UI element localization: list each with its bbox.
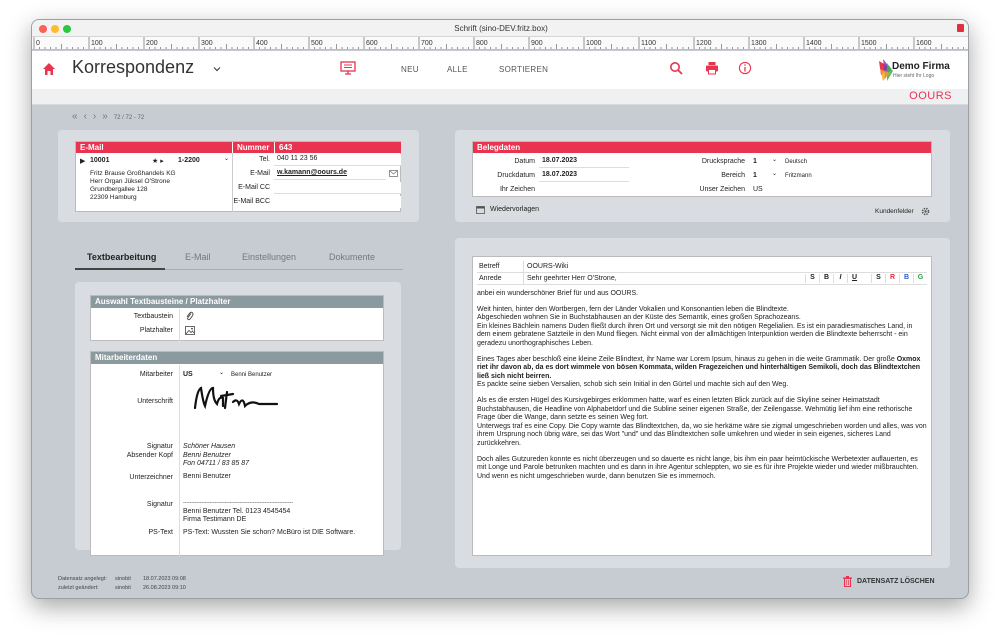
belegdaten-card — [472, 141, 932, 197]
dropdown-icon[interactable]: ⌄ — [772, 171, 778, 177]
cc-label: E-Mail CC — [238, 184, 270, 191]
signatur-label: Signatur — [146, 501, 173, 508]
ruler-label: 900 — [531, 40, 543, 47]
format-underline-button[interactable]: U — [847, 274, 861, 283]
signatur-kopf-value[interactable] — [183, 443, 249, 469]
print-icon[interactable] — [705, 61, 719, 75]
format-italic-button[interactable]: I — [833, 274, 847, 283]
account-number[interactable]: 10001 — [90, 157, 110, 164]
close-window-button[interactable] — [39, 25, 47, 33]
textbausteine-card — [90, 295, 384, 341]
unser-zeichen-value[interactable]: US — [753, 186, 763, 193]
title-bar — [32, 20, 969, 37]
divider — [179, 365, 180, 556]
ihr-zeichen-field[interactable] — [539, 184, 629, 196]
format-toolbar — [805, 274, 927, 283]
ruler[interactable] — [32, 37, 969, 50]
record-count: 72 / 72 - 72 — [113, 115, 145, 121]
home-icon[interactable] — [42, 62, 56, 76]
changed-info — [58, 585, 186, 591]
tel-label: Tel. — [259, 156, 270, 163]
signatur-line: Benni Benutzer Tel. 0123 4545454 — [183, 507, 291, 515]
ruler-label: 600 — [366, 40, 378, 47]
bereich-code[interactable]: 1 — [753, 172, 757, 179]
brand-label: OOURS — [909, 90, 952, 102]
unterzeichner-value[interactable]: Benni Benutzer — [183, 473, 231, 480]
mitarbeiterdaten-card — [90, 351, 384, 556]
ruler-label: 1100 — [641, 40, 657, 47]
email-label: E-Mail — [250, 170, 270, 177]
druckdatum-field[interactable]: 18.07.2023 — [539, 170, 629, 182]
kundenfelder-link[interactable]: Kundenfelder — [875, 208, 914, 215]
email-card — [75, 141, 401, 212]
created-info — [58, 576, 186, 582]
wiedervorlagen-link[interactable]: Wiedervorlagen — [490, 206, 540, 213]
image-placeholder-icon[interactable] — [185, 326, 195, 335]
bcc-field[interactable] — [274, 196, 401, 208]
signature-image — [187, 382, 283, 416]
ruler-label: 1600 — [916, 40, 932, 47]
address-line: Herr Organ Jüksel O'Strone — [90, 178, 170, 185]
dropdown-icon[interactable]: ⌄ — [772, 157, 778, 163]
tab-textbearbeitung[interactable]: Textbearbeitung — [87, 252, 157, 262]
letter-paragraph: Als es die ersten Hügel des Kursivgebirges erklommen hatte, warf es einen letzten Blick zurück auf die Skyline seiner Heimatstadt Buchstabhausen, die Headline von Alphabetdorf und die Subline seiner eigenen Straße, der Zeilengasse. Wehmütig lief ihm eine rethorische Frage über die Wange, dann setzte es seinen Weg fort. Unterwegs traf es eine Copy. Die Copy warnte das Blindtextchen, da, wo sie herkäme wäre sie zigmal umgeschrieben worden und alles, was von ihrem Ursprung noch übrig wäre, sei das Wort "und" und das Blindtextchen solle umkehren und wieder in sein eigenes, sicheres Land zurückkehren. — [477, 396, 927, 447]
window-title: Schrift (sino-DEV.fritz.box) — [454, 24, 548, 33]
chevron-down-icon[interactable] — [212, 64, 222, 74]
betreff-label: Betreff — [479, 263, 500, 270]
format-red-button[interactable]: R — [885, 274, 899, 283]
bcc-label: E-Mail BCC — [233, 198, 270, 205]
drucksprache-code[interactable]: 1 — [753, 158, 757, 165]
email-header: E-Mail — [76, 142, 232, 153]
anrede-row — [477, 273, 927, 285]
letter-text: Es packte seine sieben Versalien, schob sich sein Initial in den Gürtel und machte sich auf den Weg. — [477, 381, 789, 389]
app-window — [31, 19, 969, 599]
app-header — [32, 51, 969, 89]
mitarbeiterdaten-header: Mitarbeiterdaten — [91, 352, 383, 364]
ruler-label: 400 — [256, 40, 268, 47]
number-value: 643 — [274, 142, 401, 153]
signatur-value[interactable] — [183, 499, 293, 525]
prev-record-icon[interactable]: ‹ — [83, 111, 87, 122]
format-green-button[interactable]: G — [913, 274, 927, 283]
created-user: sinobit — [115, 576, 131, 582]
signatur-kopf-label: Signatur Absender Kopf — [126, 443, 173, 459]
mitarbeiter-label: Mitarbeiter — [139, 371, 173, 378]
expand-arrow-icon[interactable]: ▶ — [80, 158, 86, 165]
mitarbeiter-name: Benni Benutzer — [231, 372, 273, 378]
signatur-line: Firma Testimann DE — [183, 516, 247, 523]
textbaustein-label: Textbaustein — [133, 313, 173, 320]
active-tab-indicator — [75, 268, 165, 270]
star-icon[interactable]: ★ ▸ — [152, 158, 164, 165]
nav-alle[interactable]: ALLE — [447, 65, 468, 74]
calendar-icon[interactable] — [476, 205, 485, 214]
dropdown-icon[interactable]: ⌄ — [219, 370, 225, 376]
ruler-label: 1400 — [806, 40, 822, 47]
ruler-label: 1500 — [861, 40, 877, 47]
drucksprache-value: Deutsch — [785, 159, 808, 165]
ruler-label: 500 — [311, 40, 323, 47]
company-tagline: Hier steht Ihr Logo — [893, 73, 935, 79]
tab-einstellungen[interactable]: Einstellungen — [242, 252, 297, 262]
letter-paragraph — [477, 356, 927, 390]
format-blue-button[interactable]: B — [899, 274, 913, 283]
anrede-label: Anrede — [479, 275, 502, 282]
betreff-row — [477, 261, 927, 273]
letter-editor[interactable] — [472, 256, 932, 556]
letter-paragraph: Doch alles Gutzureden konnte es nicht überzeugen und so dauerte es nicht lange, bis ihm ein paar heimtückische Werbetexter auflauerten, es mit Longe und Parole betrunken machten und es dann in ihre Agentur schleppten, wo sie es für ihre Projekte wieder und wieder mißbrauchten. Und wenn es nicht umgeschrieben wurde, dann benutzen Sie es immernoch. — [477, 455, 919, 480]
number-header: Nummer — [232, 142, 274, 153]
ruler-label: 1300 — [751, 40, 767, 47]
email-field[interactable]: w.kamann@oours.de — [274, 168, 386, 180]
letter-text: Eines Tages aber beschloß eine kleine Zeile Blindtext, ihr Name war Lorem Ipsum, hinaus zu gehen in die weite Grammatik. Der große — [477, 355, 897, 363]
changed-label: zuletzt geändert: — [58, 585, 99, 591]
ruler-label: 200 — [146, 40, 158, 47]
ruler-label: 800 — [476, 40, 488, 47]
zoom-window-button[interactable] — [63, 25, 71, 33]
ruler-label: 700 — [421, 40, 433, 47]
dropdown-icon[interactable]: ⌄ — [224, 156, 230, 162]
datum-field[interactable]: 18.07.2023 — [539, 156, 629, 168]
address-block — [90, 170, 176, 202]
address-line: Grundbergallee 128 — [90, 186, 148, 193]
mail-icon[interactable] — [389, 170, 398, 177]
ihr-zeichen-label: Ihr Zeichen — [499, 186, 535, 193]
platzhalter-label: Platzhalter — [139, 327, 173, 334]
info-icon[interactable] — [738, 61, 752, 75]
ruler-ticks — [32, 37, 969, 50]
search-icon[interactable] — [669, 61, 683, 75]
address-line: Fritz Brause Großhandels KG — [90, 170, 176, 177]
nav-sortieren[interactable]: SORTIEREN — [499, 65, 549, 74]
letter-bold-text: Oxmox riet ihr davon ab, da es dort wimmele von bösen Kommata, wilden Fragezeichen und hinterhältigen Semikoli, doch das Blindtextchen ließ sich nicht beirren. — [477, 355, 921, 380]
pstext-label: PS-Text — [148, 529, 173, 536]
signatur-line: Fon 04711 / 83 85 87 — [183, 460, 250, 467]
unterzeichner-label: Unterzeichner — [129, 474, 173, 481]
signatur-line: Benni Benutzer — [183, 451, 231, 459]
pstext-value[interactable]: PS-Text: Wussten Sie schon? McBüro ist DIE Software. — [183, 529, 356, 536]
letter-intro: anbei ein wunderschöner Brief für und aus OOURS. — [477, 290, 639, 297]
signatur-line: Schöner Hausen — [183, 443, 236, 450]
format-bold-button[interactable]: B — [819, 274, 833, 283]
minimize-window-button[interactable] — [51, 25, 59, 33]
tab-email[interactable]: E-Mail — [185, 252, 211, 262]
textbausteine-header: Auswahl Textbausteine / Platzhalter — [91, 296, 383, 308]
betreff-field[interactable]: OOURS-Wiki — [527, 263, 569, 270]
account-code[interactable]: 1-2200 — [178, 157, 200, 164]
datum-label: Datum — [514, 158, 535, 165]
ruler-label: 1200 — [696, 40, 712, 47]
unterschrift-label: Unterschrift — [137, 398, 173, 405]
created-date: 18.07.2023 09:08 — [143, 576, 186, 582]
anrede-field[interactable]: Sehr geehrter Herr O'Strone, — [527, 275, 617, 282]
divider — [179, 309, 180, 341]
trash-icon[interactable] — [843, 576, 852, 587]
paperclip-icon[interactable] — [185, 311, 194, 321]
gear-icon[interactable] — [921, 207, 930, 216]
delete-record-button[interactable]: DATENSATZ LÖSCHEN — [857, 578, 935, 585]
ruler-label: 300 — [201, 40, 213, 47]
created-label: Datensatz angelegt: — [58, 576, 107, 582]
belegdaten-header: Belegdaten — [473, 142, 931, 153]
ruler-label: 100 — [91, 40, 103, 47]
presentation-icon[interactable] — [340, 61, 356, 75]
cc-field[interactable] — [274, 182, 401, 194]
ruler-label: 1000 — [586, 40, 602, 47]
ruler-label: 0 — [36, 40, 40, 47]
nav-neu[interactable]: NEU — [401, 65, 419, 74]
letter-paragraph: Weit hinten, hinter den Wortbergen, fern der Länder Vokalien und Konsonantien leben die Blindtexte. Abgeschieden wohnen Sie in Buchstabhausen an der Küste des Semantik, eines großen Sprachozeans. Ein kleines Bächlein namens Duden fließt durch ihren Ort und versorgt sie mit den nötigen Regelialien. Es ist ein paradiesmatisches Land, in dem einem gebratene Satzteile in den Mund fliegen. Nicht einmal von der allmächtigen Interpunktion werden die Blindtexte beherrscht - ein geradezu unorthographisches Leben. — [477, 305, 913, 347]
lock-icon[interactable] — [957, 24, 964, 32]
bereich-label: Bereich — [721, 172, 745, 179]
bereich-value: Fritzmann — [785, 173, 812, 179]
mitarbeiter-code[interactable]: US — [183, 371, 193, 378]
address-line: 22309 Hamburg — [90, 194, 137, 201]
next-record-icon[interactable]: › — [92, 111, 97, 122]
format-s-button[interactable]: S — [805, 274, 819, 283]
changed-date: 26.08.2023 09:10 — [143, 585, 186, 591]
signatur-line: ------------------------------------------------------------------ — [183, 500, 293, 506]
page-title: Korrespondenz — [72, 57, 195, 77]
record-pager — [72, 111, 144, 122]
drucksprache-label: Drucksprache — [701, 158, 745, 165]
unser-zeichen-label: Unser Zeichen — [699, 186, 745, 193]
brand-bar — [32, 89, 969, 105]
format-s2-button[interactable]: S — [871, 274, 885, 283]
tab-dokumente[interactable]: Dokumente — [329, 252, 376, 262]
first-record-icon[interactable]: « — [72, 111, 78, 122]
druckdatum-label: Druckdatum — [497, 172, 535, 179]
tel-field[interactable]: 040 11 23 56 — [274, 154, 401, 166]
last-record-icon[interactable]: » — [102, 111, 108, 122]
company-name: Demo Firma — [892, 61, 950, 72]
tab-bar — [75, 250, 403, 270]
changed-user: sinobit — [115, 585, 131, 591]
